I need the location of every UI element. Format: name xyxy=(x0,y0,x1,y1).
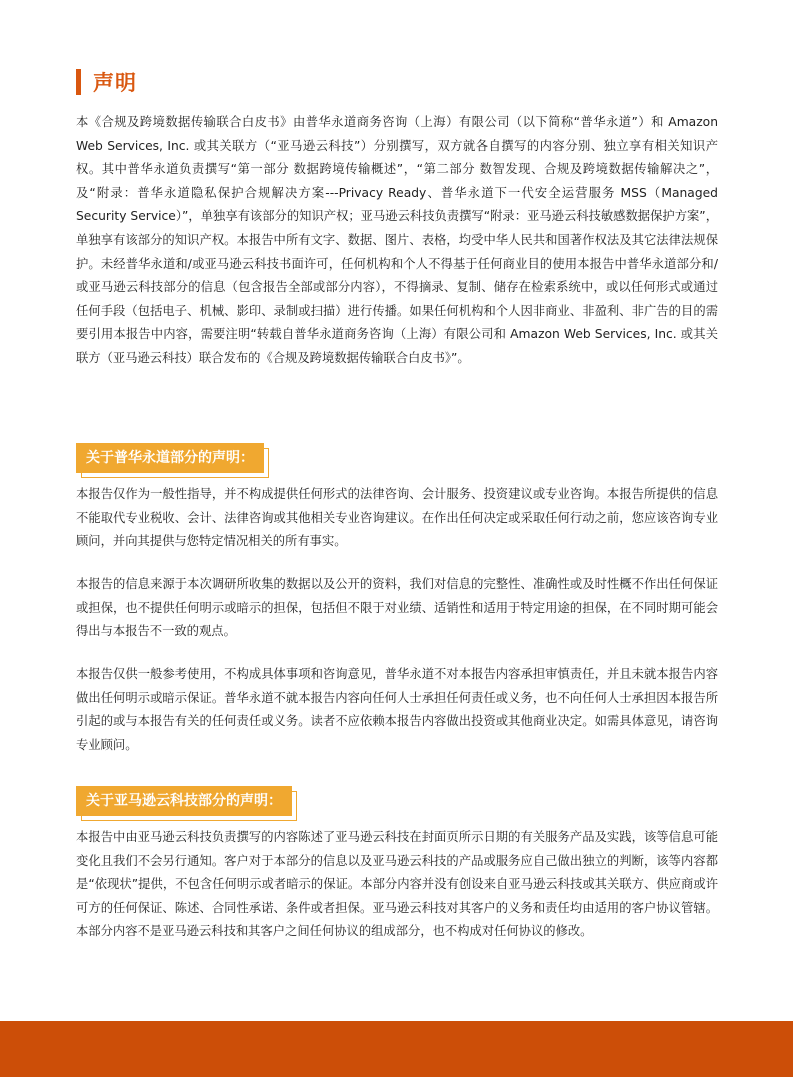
pwc-paragraph-1: 本报告仅作为一般性指导，并不构成提供任何形式的法律咨询、会计服务、投资建议或专业咨询。本报告所提供的信息不能取代专业税收、会计、法律咨询或其他相关专业咨询建议。在作出任何决定或采取任何行动之前，您应该咨询专业顾问，并向其提供与您特定情况相关的所有事实。 xyxy=(76,487,718,549)
pwc-section-title: 关于普华永道部分的声明： xyxy=(76,443,264,473)
page-title: 声明 xyxy=(93,71,137,95)
intro-paragraph: 本《合规及跨境数据传输联合白皮书》由普华永道商务咨询（上海）有限公司（以下简称“普华永道”）和 Amazon Web Services, Inc. 或其关联方（“亚马逊云科技”）分别撰写，双方就各自撰写的内容分别、独立享有相关知识产权。其中普华永道负责撰写“第一部分 数据跨境传输概述”，“第二部分 数智发现、合规及跨境数据传输解决之”，及“附录：普华永道隐私保护合规解决方案---Privacy Ready、普华永道下一代安全运营服务 MSS（Managed Security Service）”，单独享有该部分的知识产权；亚马逊云科技负责撰写“附录：亚马逊云科技敏感数据保护方案”，单独享有该部分的知识产权。本报告中所有文字、数据、图片、表格，均受中华人民共和国著作权法及其它法律法规保护。未经普华永道和/或亚马逊云科技书面许可，任何机构和个人不得基于任何商业目的使用本报告中普华永道部分和/或亚马逊云科技部分的信息（包含报告全部或部分内容），不得摘录、复制、储存在检索系统中，或以任何形式或通过任何手段（包括电子、机械、影印、录制或扫描）进行传播。如果任何机构和个人因非商业、非盈利、非广告的目的需要引用本报告中内容，需要注明“转载自普华永道商务咨询（上海）有限公司和 Amazon Web Services, Inc. 或其关联方（亚马逊云科技）联合发布的《合规及跨境数据传输联合白皮书》”。 xyxy=(76,115,718,365)
pwc-section-heading xyxy=(76,443,264,473)
aws-section-title: 关于亚马逊云科技部分的声明： xyxy=(76,786,292,816)
aws-paragraph-1: 本报告中由亚马逊云科技负责撰写的内容陈述了亚马逊云科技在封面页所示日期的有关服务产品及实践，该等信息可能变化且我们不会另行通知。客户对于本部分的信息以及亚马逊云科技的产品或服务应自己做出独立的判断，该等内容都是“依现状”提供，不包含任何明示或者暗示的保证。本部分内容并没有创设来自亚马逊云科技或其关联方、供应商或许可方的任何保证、陈述、合同性承诺、条件或者担保。亚马逊云科技对其客户的义务和责任均由适用的客户协议管辖。本部分内容不是亚马逊云科技和其客户之间任何协议的组成部分，也不构成对任何协议的修改。 xyxy=(76,830,718,939)
pwc-paragraph-3: 本报告仅供一般参考使用，不构成具体事项和咨询意见，普华永道不对本报告内容承担审慎责任，并且未就本报告内容做出任何明示或暗示保证。普华永道不就本报告内容向任何人士承担任何责任或义务，也不向任何人士承担因本报告所引起的或与本报告有关的任何责任或义务。读者不应依赖本报告内容做出投资或其他商业决定。如需具体意见，请咨询专业顾问。 xyxy=(76,667,718,752)
heading-accent-bar xyxy=(76,69,81,95)
page-heading xyxy=(76,68,137,96)
pwc-paragraph-2: 本报告的信息来源于本次调研所收集的数据以及公开的资料，我们对信息的完整性、准确性或及时性概不作出任何保证或担保，也不提供任何明示或暗示的担保，包括但不限于对业绩、适销性和适用于特定用途的担保，在不同时期可能会得出与本报告不一致的观点。 xyxy=(76,577,718,639)
footer-band xyxy=(0,1021,793,1077)
aws-section-heading xyxy=(76,786,292,816)
